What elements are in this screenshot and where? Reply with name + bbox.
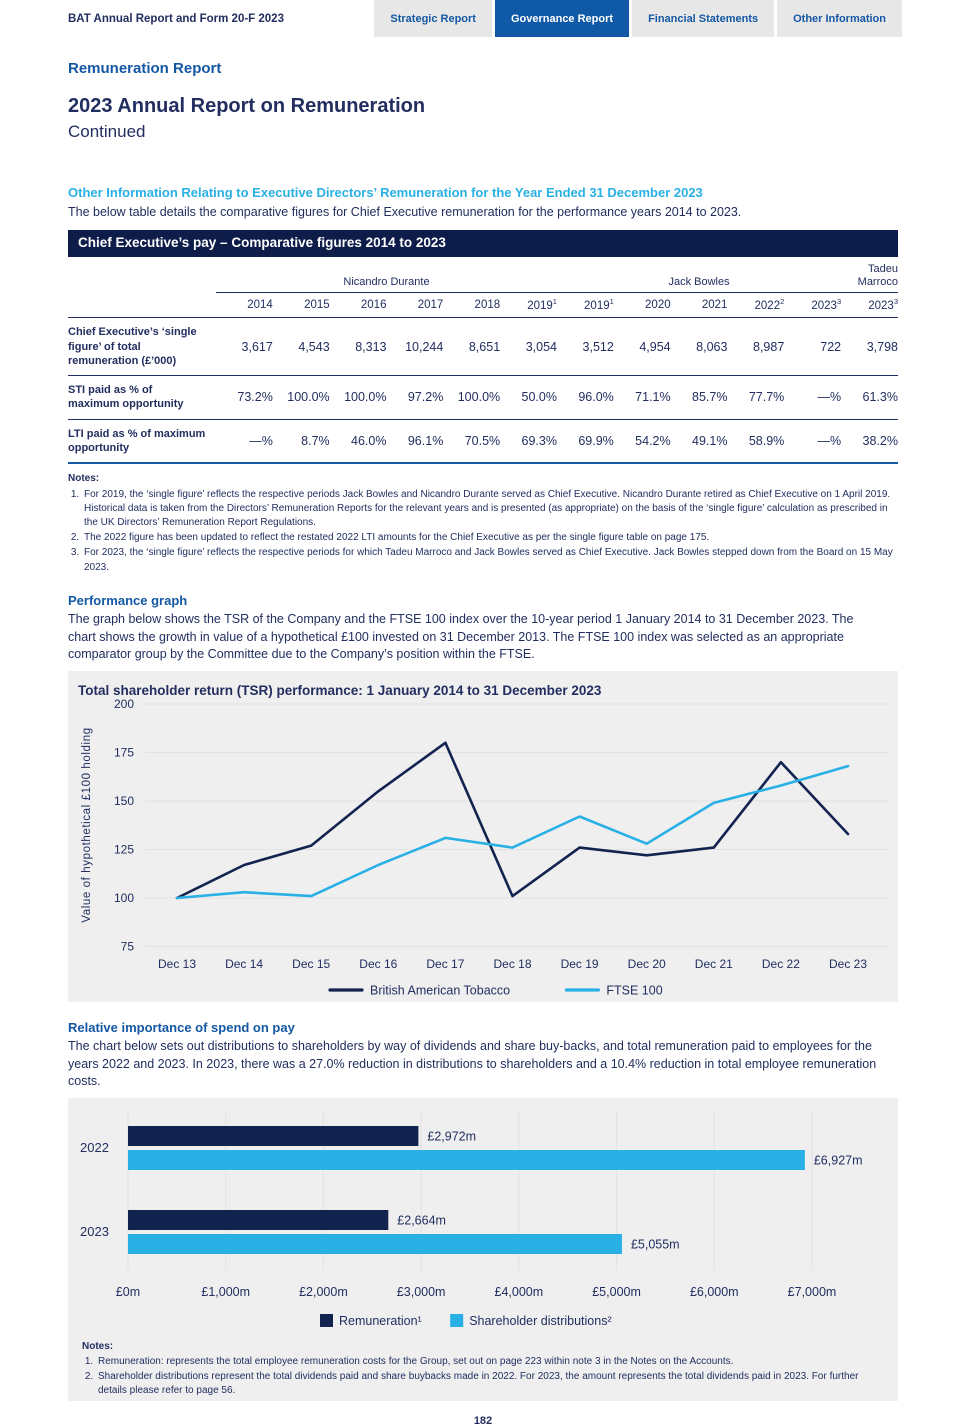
tab-governance-report[interactable]: Governance Report <box>495 0 629 37</box>
value-cell: 50.0% <box>521 390 557 405</box>
value-cell: 85.7% <box>692 390 728 405</box>
spend-notes-label: Notes: <box>82 1340 114 1352</box>
svg-text:Dec 14: Dec 14 <box>225 956 264 971</box>
value-cell: —% <box>249 434 273 449</box>
value-cell: 70.5% <box>464 434 501 449</box>
year-header: 2020 <box>614 293 671 318</box>
value-cell: 96.0% <box>578 390 614 405</box>
value-cell: 49.1% <box>692 434 728 449</box>
value-cell: 73.2% <box>237 390 273 405</box>
value-cell: 77.7% <box>748 390 785 405</box>
value-cell: 8,987 <box>753 339 785 354</box>
tab-strategic-report[interactable]: Strategic Report <box>374 0 492 37</box>
svg-text:125: 125 <box>113 842 134 857</box>
svg-text:Dec 22: Dec 22 <box>761 956 800 971</box>
value-cell: 61.3% <box>862 390 898 405</box>
performance-graph-heading: Performance graph <box>68 592 188 608</box>
note-item: 2. Shareholder distributions represent the total dividends paid and share buybacks made in 2022. For 2023, the amount represents the total dividends paid in 2023. For further details please refer to page 56. <box>96 1370 884 1398</box>
svg-text:Dec 21: Dec 21 <box>694 956 733 971</box>
table-notes-label: Notes: <box>68 473 100 485</box>
tab-financial-statements[interactable]: Financial Statements <box>632 0 774 37</box>
tsr-series-british-american-tobacco <box>177 743 848 898</box>
year-header: 2023$^3$ <box>841 293 898 318</box>
tsr-series-ftse-100 <box>177 766 848 898</box>
bar-group-2022 <box>80 1126 863 1170</box>
table-notes-list <box>68 488 898 575</box>
note-item: 3. For 2023, the ‘single figure’ reflects the respective periods for which Tadeu Marroco and Jack Bowles served as Chief Executive. Jack Bowles stepped down from the Board on 15 May 2023. <box>82 546 898 574</box>
value-cell: 8,313 <box>355 339 387 354</box>
year-header: 2019$^1$ <box>500 293 557 318</box>
bar-group-2023 <box>80 1210 680 1254</box>
tsr-legend <box>330 983 663 997</box>
table-notes <box>68 472 898 574</box>
svg-text:£1,000m: £1,000m <box>201 1284 251 1299</box>
other-info-heading: Other Information Relating to Executive Directors’ Remuneration for the Year Ended 31 December 2023 <box>68 185 703 200</box>
tab-other-information[interactable]: Other Information <box>777 0 902 37</box>
spend-notes-list <box>82 1355 884 1399</box>
row-label: LTI paid as % of maximum opportunity <box>68 427 206 455</box>
table-row <box>68 376 898 420</box>
year-header: 2014 <box>216 293 273 318</box>
bar-2022-shareholder-distributions <box>128 1150 805 1170</box>
bar-2022-remuneration <box>128 1126 418 1146</box>
value-cell: 69.9% <box>578 434 614 449</box>
spend-on-pay-body: The chart below sets out distributions to shareholders by way of dividends and share buy-backs, and total remuneration paid to employees for the years 2022 and 2023. In 2023, there was a 27.0% reduction in distributions to shareholders and a 10.4% reduction in total employee remuneration costs. <box>68 1039 877 1089</box>
tsr-y-axis-label: Value of hypothetical £100 holding <box>81 727 93 923</box>
year-header: 2015 <box>273 293 330 318</box>
bar-value-label: £2,972m <box>427 1129 477 1144</box>
svg-text:Dec 17: Dec 17 <box>426 956 465 971</box>
spend-chart-box <box>68 1098 898 1401</box>
svg-text:75: 75 <box>120 939 134 954</box>
value-cell: 97.2% <box>407 390 444 405</box>
value-cell: 8,651 <box>468 339 501 354</box>
svg-text:Dec 16: Dec 16 <box>359 956 398 971</box>
value-cell: 4,543 <box>298 339 330 354</box>
page-subtitle: Continued <box>68 122 146 141</box>
tsr-line-chart <box>68 671 898 1002</box>
performance-graph-body: The graph below shows the TSR of the Company and the FTSE 100 index over the 10-year period 1 January 2014 to 31 December 2023. The chart shows the growth in value of a hypothetical £100 invested on 31 December 2013. The FTSE 100 index was selected as an appropriate comparator group by the Committee due to the Company’s position within the FTSE. <box>68 612 854 662</box>
value-cell: 38.2% <box>862 434 898 449</box>
row-label: Chief Executive’s ‘single figure’ of total remuneration (£’000) <box>68 326 197 367</box>
year-header: 2022$^2$ <box>727 293 784 318</box>
header-tabs <box>374 0 902 37</box>
group-header-spacer <box>68 257 216 293</box>
year-header: 2023$^3$ <box>784 293 841 318</box>
value-cell: 8.7% <box>301 434 330 449</box>
row-label: STI paid as % of maximum opportunity <box>68 384 184 411</box>
year-header: 2016 <box>330 293 387 318</box>
svg-text:150: 150 <box>113 793 134 808</box>
year-header: 2018 <box>443 293 500 318</box>
svg-text:200: 200 <box>113 696 134 711</box>
value-cell: —% <box>817 434 842 449</box>
value-cell: —% <box>817 390 842 405</box>
note-item: 1. For 2019, the ‘single figure’ reflects the respective periods Jack Bowles and Nicandro Durante served as Chief Executive. Nicandro Durante retired as Chief Executive on 1 April 2019. Historical data is taken from the Directors’ Remuneration Reports for the relevant years and is presented (as appropriate) on the basis of the ‘single figure’ calculation as prescribed in the UK Directors’ Remuneration Report Regulations. <box>82 488 898 531</box>
svg-text:Dec 13: Dec 13 <box>157 956 197 971</box>
svg-text:£6,000m: £6,000m <box>689 1284 739 1299</box>
bar-legend <box>320 1314 612 1328</box>
bar-value-label: £6,927m <box>813 1153 863 1168</box>
bar-value-label: £2,664m <box>397 1213 446 1228</box>
value-cell: 100.0% <box>344 390 387 405</box>
svg-text:Remuneration¹: Remuneration¹ <box>339 1313 422 1328</box>
value-cell: 722 <box>820 339 842 354</box>
bar-2023-shareholder-distributions <box>128 1234 622 1254</box>
year-header-spacer <box>68 293 216 318</box>
group-header-tadeu-marroco: Tadeu Marroco <box>841 257 898 293</box>
year-header: 2019$^1$ <box>557 293 614 318</box>
group-header-nicandro-durante: Nicandro Durante <box>216 257 557 293</box>
bar-category-label: 2022 <box>80 1139 109 1155</box>
value-cell: 3,054 <box>525 339 557 354</box>
tsr-gridlines <box>145 704 888 947</box>
tsr-x-tick-labels <box>158 957 867 971</box>
value-cell: 100.0% <box>287 390 330 405</box>
bar-x-tick-labels <box>116 1285 836 1299</box>
value-cell: 100.0% <box>457 390 501 405</box>
section-kicker: Remuneration Report <box>68 60 222 77</box>
svg-text:£4,000m: £4,000m <box>494 1284 544 1299</box>
svg-text:£0m: £0m <box>115 1284 141 1299</box>
svg-text:FTSE 100: FTSE 100 <box>606 983 663 998</box>
other-info-intro: The below table details the comparative figures for Chief Executive remuneration for the performance years 2014 to 2023. <box>68 204 742 219</box>
svg-text:100: 100 <box>113 890 134 905</box>
svg-text:Dec 18: Dec 18 <box>493 956 532 971</box>
group-header-jack-bowles: Jack Bowles <box>557 257 841 293</box>
comparative-table-title-bar: Chief Executive’s pay – Comparative figures 2014 to 2023 <box>68 230 898 257</box>
report-brand-title: BAT Annual Report and Form 20-F 2023 <box>68 12 284 25</box>
value-cell: 69.3% <box>521 434 557 449</box>
svg-text:£2,000m: £2,000m <box>299 1284 348 1299</box>
value-cell: 46.0% <box>351 434 387 449</box>
note-item: 1. Remuneration: represents the total employee remuneration costs for the Group, set out on page 223 within note 3 in the Notes on the Accounts. <box>96 1355 884 1369</box>
year-header: 2017 <box>386 293 443 318</box>
svg-text:Dec 20: Dec 20 <box>627 956 666 971</box>
value-cell: 3,512 <box>582 339 614 354</box>
table-row <box>68 419 898 463</box>
tsr-y-tick-labels <box>114 697 134 954</box>
value-cell: 96.1% <box>407 434 444 449</box>
bar-value-label: £5,055m <box>630 1237 680 1252</box>
page-title: 2023 Annual Report on Remuneration <box>68 95 426 117</box>
svg-text:Shareholder distributions²: Shareholder distributions² <box>469 1313 612 1328</box>
tsr-chart-box <box>68 671 898 1002</box>
spend-on-pay-heading: Relative importance of spend on pay <box>68 1019 295 1035</box>
svg-text:Dec 19: Dec 19 <box>560 956 599 971</box>
value-cell: 3,798 <box>866 339 898 354</box>
bar-category-label: 2023 <box>80 1223 109 1239</box>
value-cell: 3,617 <box>241 339 273 354</box>
bar-2023-remuneration <box>128 1210 388 1230</box>
svg-text:British American Tobacco: British American Tobacco <box>370 983 511 998</box>
spend-chart-notes <box>68 1338 898 1411</box>
page-content <box>68 60 898 1427</box>
year-header: 2021 <box>671 293 728 318</box>
comparative-table <box>68 257 898 464</box>
value-cell: 71.1% <box>635 390 671 405</box>
svg-text:£3,000m: £3,000m <box>396 1284 446 1299</box>
svg-text:Dec 23: Dec 23 <box>828 956 868 971</box>
top-navigation <box>0 0 966 37</box>
value-cell: 58.9% <box>748 434 785 449</box>
svg-text:175: 175 <box>113 745 134 760</box>
svg-text:£5,000m: £5,000m <box>592 1284 641 1299</box>
value-cell: 10,244 <box>405 339 444 354</box>
spend-bar-chart <box>68 1098 898 1338</box>
value-cell: 4,954 <box>639 339 671 354</box>
value-cell: 8,063 <box>696 339 728 354</box>
table-row <box>68 318 898 376</box>
page-number: 182 <box>473 1414 493 1427</box>
tsr-chart-title: Total shareholder return (TSR) performance: 1 January 2014 to 31 December 2023 <box>78 682 602 698</box>
note-item: 2. The 2022 figure has been updated to reflect the restated 2022 LTI amounts for the Chief Executive as per the single figure table on page 175. <box>82 531 898 545</box>
svg-text:Dec 15: Dec 15 <box>292 956 331 971</box>
svg-text:£7,000m: £7,000m <box>787 1284 837 1299</box>
value-cell: 54.2% <box>635 434 671 449</box>
